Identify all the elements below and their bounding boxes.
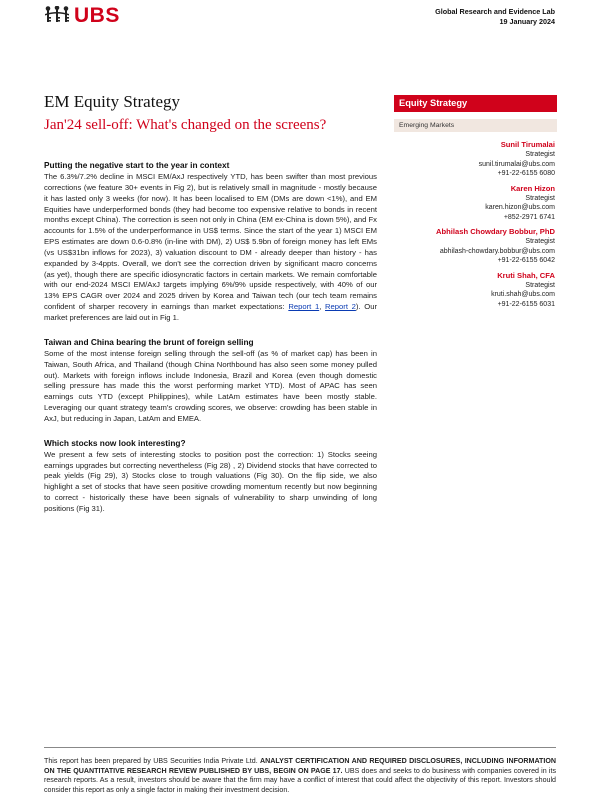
section-heading: Putting the negative start to the year in context	[44, 160, 230, 170]
author-phone: +91-22-6155 6042	[497, 257, 555, 264]
footer-divider	[44, 747, 556, 748]
author-email[interactable]: sunil.tirumalai@ubs.com	[478, 160, 555, 168]
section-heading: Taiwan and China bearing the brunt of foreign selling	[44, 336, 254, 347]
author-role: Strategist	[525, 238, 555, 245]
author-phone: +91-22-6155 6080	[497, 170, 555, 177]
author-role: Strategist	[525, 194, 555, 202]
author-card	[355, 140, 555, 179]
section-heading: Which stocks now look interesting?	[44, 437, 186, 448]
main-content	[44, 160, 377, 515]
body-text-tail: ). Our market preferences are laid out in Fig 1.	[44, 302, 378, 322]
section-body	[44, 172, 377, 324]
footer-bold-text: ANALYST CERTIFICATION AND REQUIRED DISCLOSURES, INCLUDING INFORMATION ON THE QUANTITATIVE RESEARCH REVIEW PUBLISHED BY UBS, BEGIN ON PAGE 17.	[44, 757, 556, 775]
footer-text: This report has been prepared by UBS Securities India Private Ltd.	[44, 757, 258, 765]
author-role: Strategist	[525, 281, 555, 289]
section-body: Some of the most intense foreign selling through the sell-off (as % of market cap) has been in Taiwan, South Africa, and Thailand (though China Northbound has also seen some money pulled out). Markets with foreign inflows include Indonesia, Brazil and Korea (even though domestic selling pressure has made this the worst performing market YTD). Most of APAC has seen earnings cuts YTD (except Philippines), while LatAm estimates have been mostly stable. Leveraging our quant strategy team's crowding scores, we observe: crowding has been stable in AxJ, but reducing in Japan, LatAm and EMEA.	[44, 348, 377, 423]
category-banner: Equity Strategy	[394, 95, 557, 112]
author-role: Strategist	[525, 151, 555, 158]
link-separator: ,	[319, 302, 326, 312]
author-name: Karen Hizon	[510, 183, 555, 193]
report-1-link[interactable]: Report 1	[288, 302, 320, 312]
ubs-keys-icon	[44, 6, 70, 26]
disclosure-footer	[44, 757, 556, 800]
footer-text-tail: UBS does and seeks to do business with companies covered in its research reports. As a result, investors should be aware that the firm may have a conflict of interest that could affect the objectivity of this report. Investors should consider this report as only a single factor in making their investment decision.	[44, 766, 556, 794]
author-card	[355, 184, 555, 223]
author-card	[355, 271, 555, 310]
author-phone: +852-2971 6741	[503, 213, 555, 221]
author-card	[355, 227, 555, 266]
author-name: Abhilash Chowdary Bobbur, PhD	[436, 227, 555, 236]
author-phone: +91-22-6155 6031	[497, 300, 555, 308]
author-email[interactable]: abhilash-chowdary.bobbur@ubs.com	[439, 247, 555, 255]
document-title: EM Equity Strategy	[44, 92, 180, 111]
document-subtitle: Jan'24 sell-off: What's changed on the screens?	[44, 117, 327, 133]
report-header-info	[435, 7, 555, 27]
subcategory-banner: Emerging Markets	[394, 119, 557, 132]
division-label: Global Research and Evidence Lab	[435, 7, 555, 16]
section-body: We present a few sets of interesting stocks to position post the correction: 1) Stocks seeing earnings upgrades but correcting nevertheless (Fig 28) , 2) Dividend stocks that have corrected to peak yields (Fig 29), 3) Stocks close to trough valuations (Fig 30). On the flip side, we also highlight a set of stocks that have seen positive crowding momentum recently but now beginning to correct - historically these have been signals of vulnerability to sharp unwinding of long positions (Fig 31).	[44, 449, 377, 513]
ubs-logo	[44, 6, 120, 26]
body-text: The 6.3%/7.2% decline in MSCI EM/AxJ respectively YTD, has been swifter than most previous corrections (we feature 30+ events in Fig 2), but is relatively small in magnitude - mostly because it has lasted only 3 weeks (for now). It has been localised to EM (DMs are down <1%), and EM Equities have underperformed bonds (they had become too expensive relative to bonds in recent months except China). The correction is seen not only in China (EM ex-China is down 5%), and Fx accounts for 1.5% of the underperformance in US$ terms. Since the start of the year 1) MSCI EM EPS estimates are down 0.6-0.8% (in-line with DM), 2) US$ 5.9bn of foreign money has left EMs (vs US$31bn inflows for 2023), 3) valuation discount to DM - already deeper than history - has expanded by 3-4ppts. Overall, we don't see the correction driven by significant macro concerns (as yet), though there are specific idiosyncratic factors in certain markets. We remain comfortable with our end-2024 MSCI EM/AxJ targets implying 6%/9% upside respectively, with 40% of our 13% EPS CAGR over 2024 and 2025 driven by Korea and Taiwan tech (our tech team remains confident of sharper recovery in earnings than market expectations:	[44, 172, 377, 312]
author-email[interactable]: karen.hizon@ubs.com	[485, 204, 555, 211]
brand-name: UBS	[74, 4, 120, 27]
author-list	[355, 140, 555, 314]
author-name: Kruti Shah, CFA	[497, 270, 555, 280]
author-email[interactable]: kruti.shah@ubs.com	[491, 291, 555, 298]
author-name: Sunil Tirumalai	[500, 140, 555, 149]
report-2-link[interactable]: Report 2	[325, 302, 356, 312]
report-date: 19 January 2024	[499, 17, 555, 26]
